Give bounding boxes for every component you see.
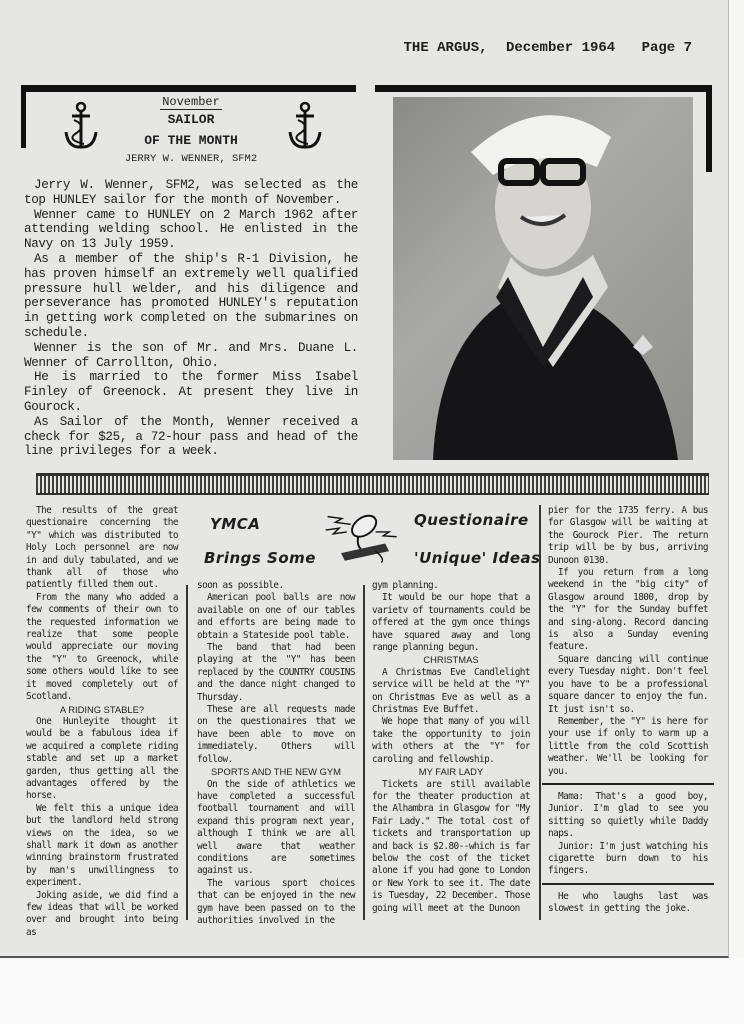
headline-word: YMCA bbox=[210, 515, 261, 533]
article-paragraph: Tickets are still available for the theater production at the Alhambra in Glasgow for "My Fair Lady." The total cost of tickets and transportation up and back is $2.80--which is far below the cost of the ticket alone if you had gone to London or New York to see it. The date is Tuesday, 22 December. Those going will meet at the Dunoon bbox=[372, 778, 530, 914]
decorative-border bbox=[36, 473, 709, 495]
joke-text: Mama: That's a good boy, Junior. I'm glad to see you sitting so quietly while Daddy naps. bbox=[548, 790, 708, 840]
article-paragraph: He is married to the former Miss Isabel Finley of Greenock. At present they live in Gourock. bbox=[24, 370, 358, 414]
feature-title-line1: SAILOR bbox=[167, 112, 215, 127]
article-paragraph: soon as possible. bbox=[197, 580, 284, 591]
jokes-divider bbox=[542, 883, 714, 885]
ymca-column-1 bbox=[26, 505, 178, 939]
sailor-portrait-photo bbox=[393, 97, 693, 460]
article-paragraph: Wenner came to HUNLEY on 2 March 1962 after attending welding school. He enlisted in the Navy on 13 July 1959. bbox=[24, 207, 358, 252]
article-paragraph: It would be our hope that a varietv of tournaments could be offered at the gym once things have squared away and long range planning begun. bbox=[372, 592, 530, 654]
column-rule bbox=[186, 585, 188, 920]
article-paragraph: American pool balls are now available on one of our tables and efforts are being made to obtain a Stateside pool table. bbox=[197, 592, 355, 641]
anchor-icon bbox=[286, 100, 324, 152]
article-paragraph: If you return from a long weekend in the "big city" of Glasgow around 1800, drop by the "Y" for the Sunday buffet and sing-along. Record dancing is also a Sunday evening feature. bbox=[548, 567, 708, 653]
joke-text: He who laughs last was slowest in getting the joke. bbox=[548, 890, 708, 915]
article-paragraph: The results of the great questionaire concerning the "Y" which was distributed to Holy Loch personnel are now in and duly tabulated, and we thank all of those who patiently filled them out. bbox=[26, 505, 178, 591]
subheading: A RIDING STABLE? bbox=[59, 703, 145, 715]
scan-background bbox=[0, 958, 744, 1024]
article-paragraph: We felt this a unique idea but the landlord held strong views on the idea, so we shall mark it down as another winning brainstorm frustrated by man's unwillingness to experiment. bbox=[26, 802, 178, 889]
article-paragraph: gym planning. bbox=[372, 580, 439, 591]
joke-text: Junior: I'm just watching his cigarette burn down to his fingers. bbox=[548, 840, 708, 877]
joke-1 bbox=[548, 791, 708, 878]
article-paragraph: Square dancing will continue every Tuesday night. Don't feel you have to be a professional square dancer to enjoy the fun. It just isn't so. bbox=[548, 653, 708, 715]
joke-2 bbox=[548, 891, 708, 916]
ymca-column-2 bbox=[197, 580, 355, 927]
article-paragraph: As a member of the ship's R-1 Division, he has proven himself an extremely well qualified pressure hull welder, and his diligence and perseverance has promoted HUNLEY's reputation in getting work completed on the submarines on schedule. bbox=[24, 251, 358, 340]
article-paragraph: As Sailor of the Month, Wenner received a check for $25, a 72-hour pass and head of the line privileges for a week. bbox=[24, 414, 358, 459]
article-paragraph: The band that had been playing at the "Y" has been replaced by the COUNTRY COUSINS and the dance night changed to Thursday. bbox=[197, 642, 355, 703]
sailor-name: JERRY W. WENNER, SFM2 bbox=[124, 153, 258, 165]
subheading: SPORTS AND THE NEW GYM bbox=[211, 766, 341, 778]
article-paragraph: We hope that many of you will take the opportunity to join with others at the "Y" for caroling and fellowship. bbox=[372, 716, 530, 765]
article-paragraph: pier for the 1735 ferry. A bus for Glasgow will be waiting at the Gourock Pier. The return trip will be by bus, arriving Dunoon 0130. bbox=[548, 505, 708, 566]
feature-month: November bbox=[162, 95, 220, 109]
article-paragraph: From the many who added a few comments of their own to the requested information we realize that some people would appreciate our moving the "Y" to Greenock, while some others would like to see it moved completely out of Scotland. bbox=[26, 591, 178, 703]
jokes-divider bbox=[542, 783, 714, 785]
ymca-column-4-body bbox=[548, 505, 708, 778]
article-paragraph: The various sport choices that can be enjoyed in the new gym have been passed on to the authorities involved in the bbox=[197, 877, 355, 926]
ymca-headline bbox=[200, 505, 541, 575]
headline-word: Questionaire bbox=[414, 511, 529, 529]
subheading: MY FAIR LADY bbox=[418, 766, 484, 778]
article-paragraph: A Christmas Eve Candlelight service will be held at the "Y" on Christmas Eve as well as a Christmas Eve Buffet. bbox=[372, 666, 530, 716]
ymca-column-4 bbox=[548, 505, 708, 916]
subheading: CHRISTMAS bbox=[423, 654, 479, 666]
article-paragraph: Jerry W. Wenner, SFM2, was selected as the top HUNLEY sailor for the month of November. bbox=[24, 178, 358, 207]
paper-name: THE ARGUS, bbox=[403, 40, 488, 56]
feature-title bbox=[106, 92, 276, 166]
article-paragraph: These are all requests made on the questionaires that we have been able to move on immediately. Others will follow. bbox=[197, 704, 355, 765]
feature-title-line2: OF THE MONTH bbox=[144, 133, 238, 148]
masthead bbox=[394, 40, 692, 56]
headline-word: 'Unique' Ideas bbox=[414, 549, 541, 567]
issue-date: December 1964 bbox=[505, 40, 616, 56]
column-rule bbox=[363, 585, 365, 920]
article-paragraph: One Hunleyite thought it would be a fabulous idea if we acquired a complete riding stable and set up a market garden, thus getting all the advantages offered by the horse. bbox=[26, 715, 178, 802]
article-paragraph: On the side of athletics we have completed a successful football tournament and will expand this program next year, although I think we are all well aware that weather conditions are sometimes against us. bbox=[197, 778, 355, 877]
ymca-column-3 bbox=[372, 580, 530, 915]
microphone-icon bbox=[318, 507, 414, 567]
column-rule bbox=[539, 505, 541, 920]
anchor-icon bbox=[62, 100, 100, 152]
page-number: Page 7 bbox=[641, 40, 692, 56]
article-paragraph: Wenner is the son of Mr. and Mrs. Duane L. Wenner of Carrollton, Ohio. bbox=[24, 340, 358, 370]
article-paragraph: Joking aside, we did find a few ideas that will be worked over and brought into being as bbox=[26, 889, 178, 938]
article-paragraph: Remember, the "Y" is here for your use if only to warm up a little from the cold Scottish weather. We'll be looking for you. bbox=[548, 715, 708, 777]
headline-word: Brings Some bbox=[204, 549, 316, 567]
sailor-article bbox=[24, 178, 358, 459]
